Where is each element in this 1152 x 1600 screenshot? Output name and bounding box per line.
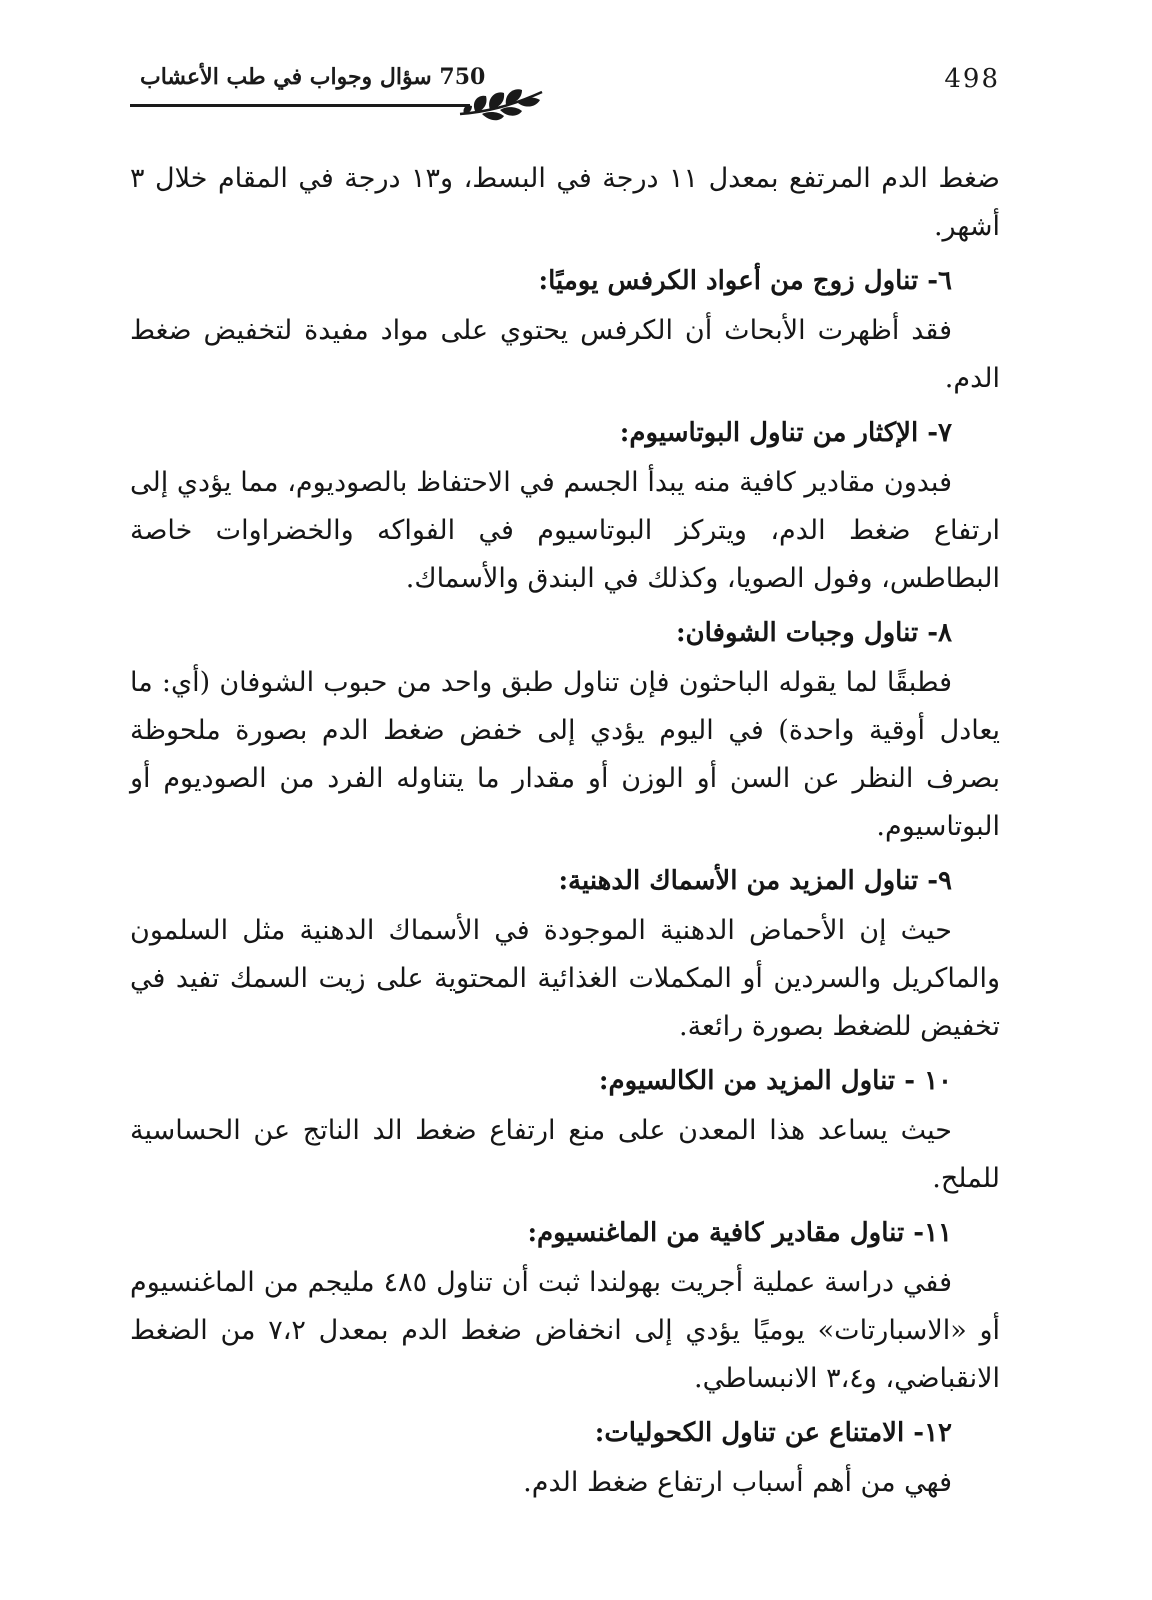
heading-item-6: ٦- تناول زوج من أعواد الكرفس يوميًا: — [538, 266, 952, 296]
heading-item-10: ١٠ - تناول المزيد من الكالسيوم: — [598, 1066, 952, 1096]
heading-item-7: ٧- الإكثار من تناول البوتاسيوم: — [619, 418, 952, 448]
paragraph-item-9: حيث إن الأحماض الدهنية الموجودة في الأسماك الدهنية مثل السلمون والماكريل والسردين أو المكملات الغذائية المحتوية على زيت السمك تفيد في تخفيض للضغط بصورة رائعة. — [130, 915, 1000, 1042]
book-title: 750 سؤال وجواب في طب الأعشاب — [140, 64, 486, 90]
running-head — [130, 58, 1000, 120]
paragraph-item-12: فهي من أهم أسباب ارتفاع ضغط الدم. — [523, 1467, 952, 1498]
paragraph-item-11: ففي دراسة عملية أجريت بهولندا ثبت أن تناول ٤٨٥ مليجم من الماغنسيوم أو «الاسبارتات» يوميًا يؤدي إلى انخفاض ضغط الدم بمعدل ٧،٢ من الضغط الانقباضي، و٣،٤ الانبساطي. — [130, 1267, 1000, 1394]
paragraph-item-7: فبدون مقادير كافية منه يبدأ الجسم في الاحتفاظ بالصوديوم، مما يؤدي إلى ارتفاع ضغط الدم، ويتركز البوتاسيوم في الفواكه والخضراوات خاصة البطاطس، وفول الصويا، وكذلك في البندق والأسماك. — [130, 467, 1000, 594]
heading-item-8: ٨- تناول وجبات الشوفان: — [675, 618, 952, 648]
heading-item-12: ١٢- الامتناع عن تناول الكحوليات: — [594, 1418, 952, 1448]
page-number: 498 — [944, 64, 1000, 94]
paragraph-item-8: فطبقًا لما يقوله الباحثون فإن تناول طبق واحد من حبوب الشوفان (أي: ما يعادل أوقية واحدة) في اليوم يؤدي إلى خفض ضغط الدم بصورة ملحوظة بصرف النظر عن السن أو الوزن أو مقدار ما يتناوله الفرد من الصوديوم أو البوتاسيوم. — [130, 667, 1000, 842]
paragraph-continued: ضغط الدم المرتفع بمعدل ١١ درجة في البسط، و١٣ درجة في المقام خلال ٣ أشهر. — [130, 163, 1000, 242]
paragraph-item-6: فقد أظهرت الأبحاث أن الكرفس يحتوي على مواد مفيدة لتخفيض ضغط الدم. — [130, 315, 1000, 394]
heading-item-9: ٩- تناول المزيد من الأسماك الدهنية: — [558, 866, 952, 896]
heading-item-11: ١١- تناول مقادير كافية من الماغنسيوم: — [527, 1218, 952, 1248]
paragraph-item-10: حيث يساعد هذا المعدن على منع ارتفاع ضغط الد الناتج عن الحساسية للملح. — [130, 1115, 1000, 1194]
body-text — [130, 155, 1000, 1507]
leaf-sprig-icon — [456, 84, 546, 124]
header-rule — [130, 104, 470, 107]
